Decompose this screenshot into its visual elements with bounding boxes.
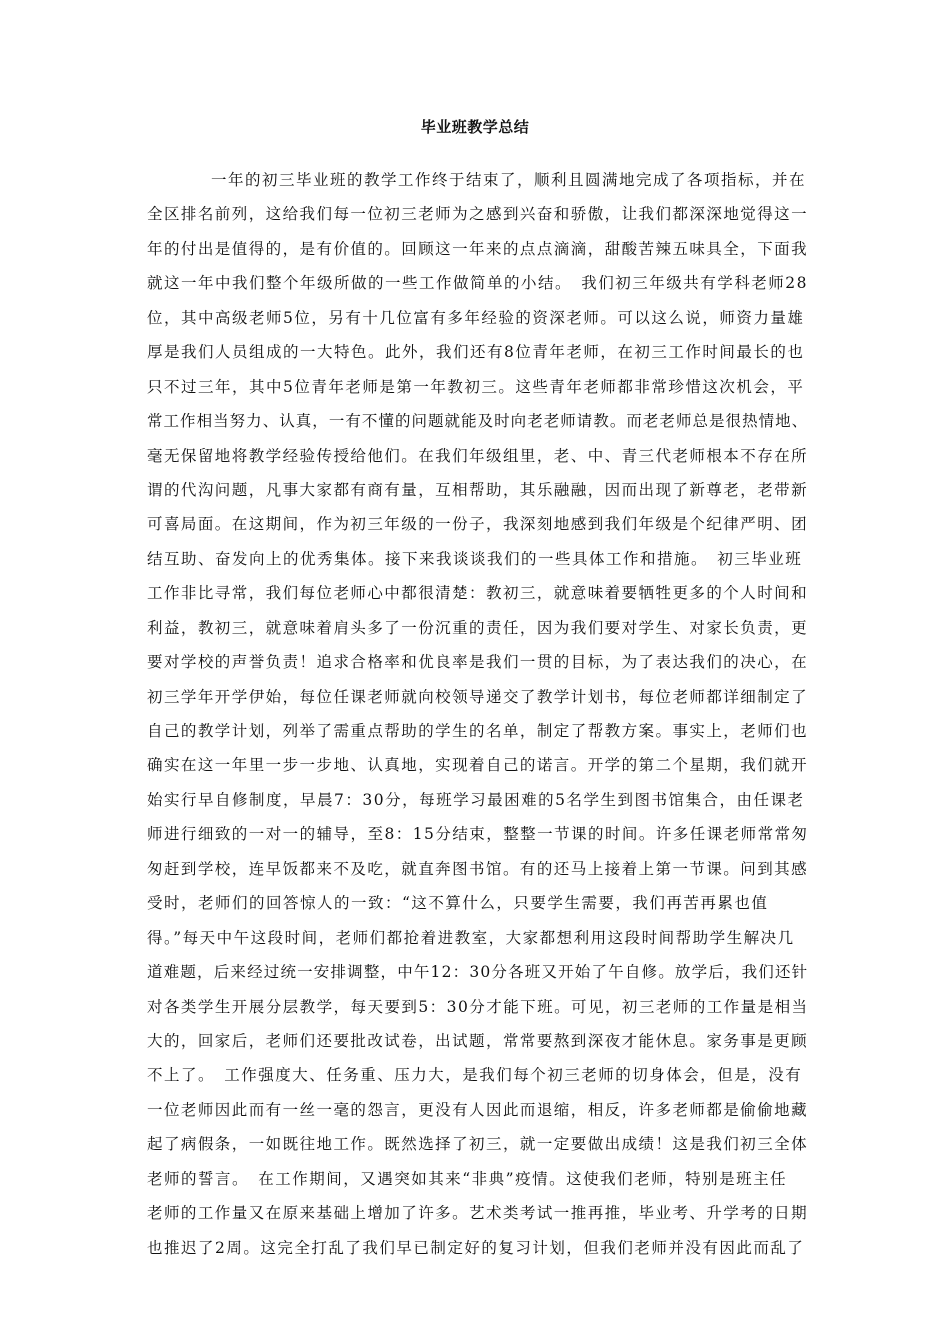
body-line: 对各类学生开展分层教学，每天要到5：30分才能下班。可见，初三老师的工作量是相当	[147, 997, 809, 1016]
body-line: 就这一年中我们整个年级所做的一些工作做简单的小结。 我们初三年级共有学科老师28	[147, 274, 808, 293]
body-line: 老师的工作量又在原来基础上增加了许多。艺术类考试一推再推，毕业考、升学考的日期	[147, 1204, 809, 1223]
body-line: 只不过三年，其中5位青年老师是第一年教初三。这些青年老师都非常珍惜这次机会，平	[147, 377, 805, 396]
body-line: 确实在这一年里一步一步地、认真地，实现着自己的诺言。开学的第二个星期，我们就开	[147, 756, 809, 775]
document-title: 毕业班教学总结	[420, 118, 530, 136]
body-line: 得。”每天中午这段时间，老师们都抢着进教室，大家都想利用这段时间帮助学生解决几	[147, 928, 795, 947]
body-line: 始实行早自修制度，早晨7：30分，每班学习最困难的5名学生到图书馆集合，由任课老	[147, 790, 805, 809]
body-line: 年的付出是值得的，是有价值的。回顾这一年来的点点滴滴，甜酸苦辣五味具全，下面我	[147, 239, 809, 258]
body-line: 一年的初三毕业班的教学工作终于结束了，顺利且圆满地完成了各项指标，并在	[211, 171, 807, 189]
body-line: 位，其中高级老师5位，另有十几位富有多年经验的资深老师。可以这么说，师资力量雄	[147, 308, 805, 327]
body-line: 不上了。 工作强度大、任务重、压力大，是我们每个初三老师的切身体会，但是，没有	[147, 1066, 803, 1085]
body-line: 自己的教学计划，列举了需重点帮助的学生的名单，制定了帮教方案。事实上，老师们也	[147, 722, 809, 740]
body-line: 受时，老师们的回答惊人的一致：“这不算什么，只要学生需要，我们再苦再累也值	[147, 894, 769, 913]
body-line: 利益，教初三，就意味着肩头多了一份沉重的责任，因为我们要对学生、对家长负责，更	[147, 618, 809, 637]
body-line: 可喜局面。在这期间，作为初三年级的一份子，我深刻地感到我们年级是个纪律严明、团	[147, 515, 809, 534]
body-line: 谓的代沟问题，凡事大家都有商有量，互相帮助，其乐融融，因而出现了新尊老，老带新	[147, 480, 809, 499]
body-line: 毫无保留地将教学经验传授给他们。在我们年级组里，老、中、青三代老师根本不存在所	[147, 446, 809, 465]
document-body	[147, 168, 807, 1270]
body-line: 厚是我们人员组成的一大特色。此外，我们还有8位青年老师，在初三工作时间最长的也	[147, 343, 805, 362]
body-line: 初三学年开学伊始，每位任课老师就向校领导递交了教学计划书，每位老师都详细制定了	[147, 687, 809, 706]
body-line: 道难题，后来经过统一安排调整，中午12：30分各班又开始了午自修。放学后，我们还针	[147, 963, 809, 982]
body-line: 起了病假条，一如既往地工作。既然选择了初三，就一定要做出成绩！这是我们初三全体	[147, 1135, 809, 1154]
body-line: 工作非比寻常，我们每位老师心中都很清楚：教初三，就意味着要牺牲更多的个人时间和	[147, 584, 809, 603]
body-line: 老师的誓言。 在工作期间，又遇突如其来“非典”疫情。这使我们老师，特别是班主任	[147, 1169, 788, 1188]
body-line: 常工作相当努力、认真，一有不懂的问题就能及时向老老师请教。而老老师总是很热情地、	[147, 412, 809, 431]
body-line: 要对学校的声誉负责！追求合格率和优良率是我们一贯的目标，为了表达我们的决心，在	[147, 653, 809, 672]
body-line: 大的，回家后，老师们还要批改试卷，出试题，常常要熬到深夜才能休息。家务事是更顾	[147, 1031, 809, 1050]
body-line: 全区排名前列，这给我们每一位初三老师为之感到兴奋和骄傲，让我们都深深地觉得这一	[147, 205, 809, 224]
body-line: 一位老师因此而有一丝一毫的怨言，更没有人因此而退缩，相反，许多老师都是偷偷地藏	[147, 1100, 809, 1119]
body-line: 结互助、奋发向上的优秀集体。接下来我谈谈我们的一些具体工作和措施。 初三毕业班	[147, 549, 803, 568]
body-line: 匆赶到学校，连早饭都来不及吃，就直奔图书馆。有的还马上接着上第一节课。问到其感	[147, 859, 809, 878]
body-line: 师进行细致的一对一的辅导，至8：15分结束，整整一节课的时间。许多任课老师常常匆	[147, 825, 809, 844]
body-line: 也推迟了2周。这完全打乱了我们早已制定好的复习计划，但我们老师并没有因此而乱了	[147, 1238, 805, 1257]
